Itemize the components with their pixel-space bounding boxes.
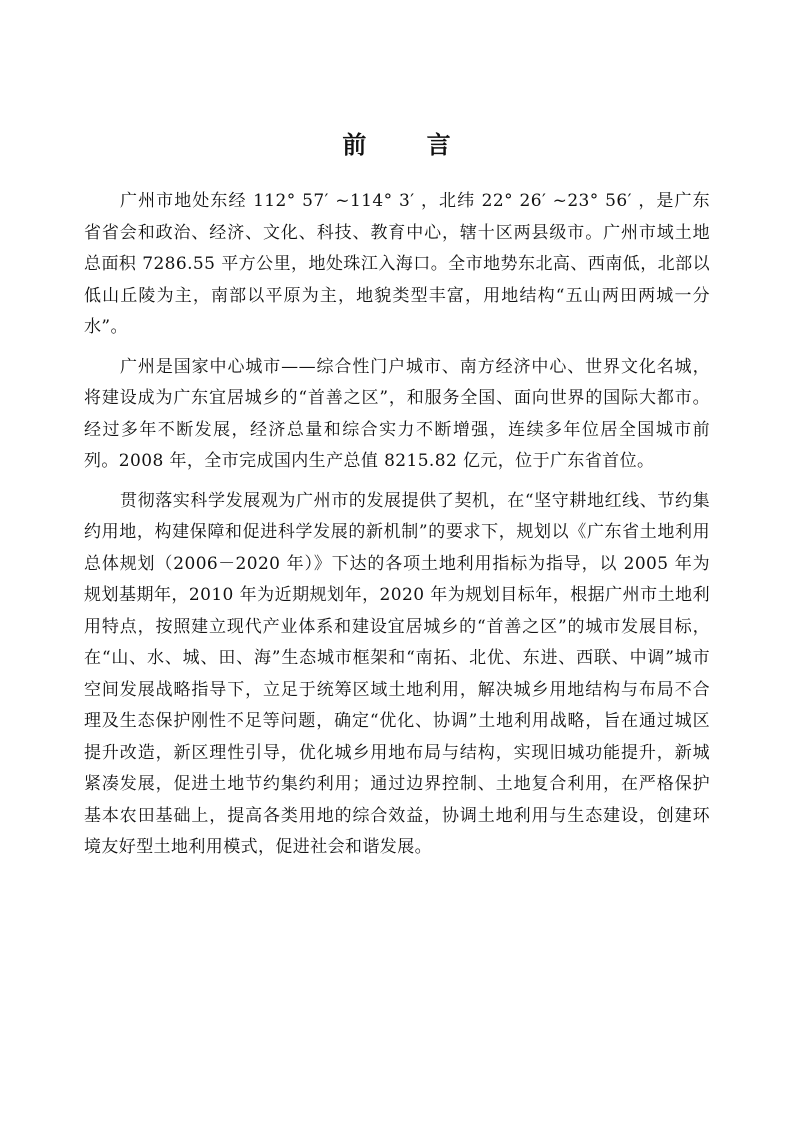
- paragraph-city-status: 广州是国家中心城市——综合性门户城市、南方经济中心、世界文化名城，将建设成为广东宜居城乡的“首善之区”，和服务全国、面向世界的国际大都市。经过多年不断发展，经济总量和综合实力不断增强，连续多年位居全国城市前列。2008 年，全市完成国内生产总值 8215.82 亿元，位于广东省首位。: [84, 356, 710, 471]
- page-title: 前 言: [342, 130, 477, 159]
- body-text: [84, 186, 710, 872]
- paragraph-location: 广州市地处东经 112° 57′ ~114° 3′ ，北纬 22° 26′ ~23° 56′ ，是广东省省会和政治、经济、文化、科技、教育中心，辖十区两县级市。广州市域土地总面积 7286.55 平方公里，地处珠江入海口。全市地势东北高、西南低，北部以低山丘陵为主，南部以平原为主，地貌类型丰富，用地结构“五山两田两城一分水”。: [84, 191, 710, 337]
- paragraph-planning-strategy: 贯彻落实科学发展观为广州市的发展提供了契机，在“坚守耕地红线、节约集约用地，构建保障和促进科学发展的新机制”的要求下，规划以《广东省土地利用总体规划（2006－2020 年）》下达的各项土地利用指标为指导，以 2005 年为规划基期年，2010 年为近期规划年，2020 年为规划目标年，根据广州市土地利用特点，按照建立现代产业体系和建设宜居城乡的“首善之区”的城市发展目标，在“山、水、城、田、海”生态城市框架和“南拓、北优、东进、西联、中调”城市空间发展战略指导下，立足于统筹区域土地利用，解决城乡用地结构与布局不合理及生态保护刚性不足等问题，确定“优化、协调”土地利用战略，旨在通过城区提升改造，新区理性引导，优化城乡用地布局与结构，实现旧城功能提升，新城紧凑发展，促进土地节约集约利用；通过边界控制、土地复合利用，在严格保护基本农田基础上，提高各类用地的综合效益，协调土地利用与生态建设，创建环境友好型土地利用模式，促进社会和谐发展。: [84, 490, 710, 857]
